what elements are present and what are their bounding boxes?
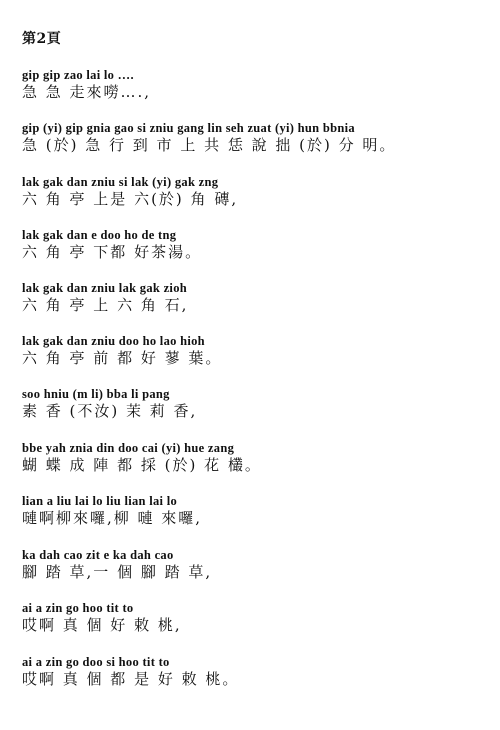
chinese-line: 蝴 蝶 成 陣 都 採 (於) 花 欉。 xyxy=(22,456,262,474)
romanization-line: lak gak dan e doo ho de tng xyxy=(22,228,177,242)
chinese-line: 六 角 亭 上是 六(於) 角 磚, xyxy=(22,190,239,208)
verse-8 xyxy=(22,441,492,475)
chinese-line: 哎啊 真 個 好 敕 桃, xyxy=(22,616,182,634)
chinese-line: 哎啊 真 個 都 是 好 敕 桃。 xyxy=(22,670,240,688)
chinese-line: 急 急 走來嘮…., xyxy=(22,83,152,101)
romanization-line: ka dah cao zit e ka dah cao xyxy=(22,548,174,562)
chinese-line: 素 香 (不汝) 茉 莉 香, xyxy=(22,402,198,420)
verse-4 xyxy=(22,228,492,262)
chinese-line: 腳 踏 草,一 個 腳 踏 草, xyxy=(22,563,213,581)
chinese-line: 六 角 亭 上 六 角 石, xyxy=(22,296,189,314)
verse-11 xyxy=(22,601,492,635)
verse-6 xyxy=(22,334,492,368)
page-number: 第2頁 xyxy=(22,31,62,47)
chinese-line: 急 (於) 急 行 到 市 上 共 恁 說 拙 (於) 分 明。 xyxy=(22,136,397,154)
chinese-line: 六 角 亭 下都 好茶湯。 xyxy=(22,243,203,261)
romanization-line: ai a zin go doo si hoo tit to xyxy=(22,655,170,669)
romanization-line: lak gak dan zniu lak gak zioh xyxy=(22,281,188,295)
romanization-line: lian a liu lai lo liu lian lai lo xyxy=(22,494,178,508)
romanization-line: gip (yi) gip gnia gao si zniu gang lin seh zuat (yi) hun bbnia xyxy=(22,121,355,135)
chinese-line: 六 角 亭 前 都 好 蓼 葉。 xyxy=(22,349,223,367)
verse-9 xyxy=(22,494,492,528)
verse-1 xyxy=(22,68,492,102)
verse-3 xyxy=(22,175,492,209)
romanization-line: bbe yah znia din doo cai (yi) hue zang xyxy=(22,441,235,455)
verse-7 xyxy=(22,387,492,421)
verse-12 xyxy=(22,655,492,689)
verse-2 xyxy=(22,121,492,155)
romanization-line: soo hniu (m li) bba li pang xyxy=(22,387,170,401)
verse-5 xyxy=(22,281,492,315)
romanization-line: lak gak dan zniu doo ho lao hioh xyxy=(22,334,205,348)
verse-10 xyxy=(22,548,492,582)
chinese-line: 嗹啊柳來囉,柳 嗹 來囉, xyxy=(22,509,203,527)
romanization-line: lak gak dan zniu si lak (yi) gak zng xyxy=(22,175,219,189)
romanization-line: ai a zin go hoo tit to xyxy=(22,601,134,615)
romanization-line: gip gip zao lai lo …. xyxy=(22,68,134,82)
